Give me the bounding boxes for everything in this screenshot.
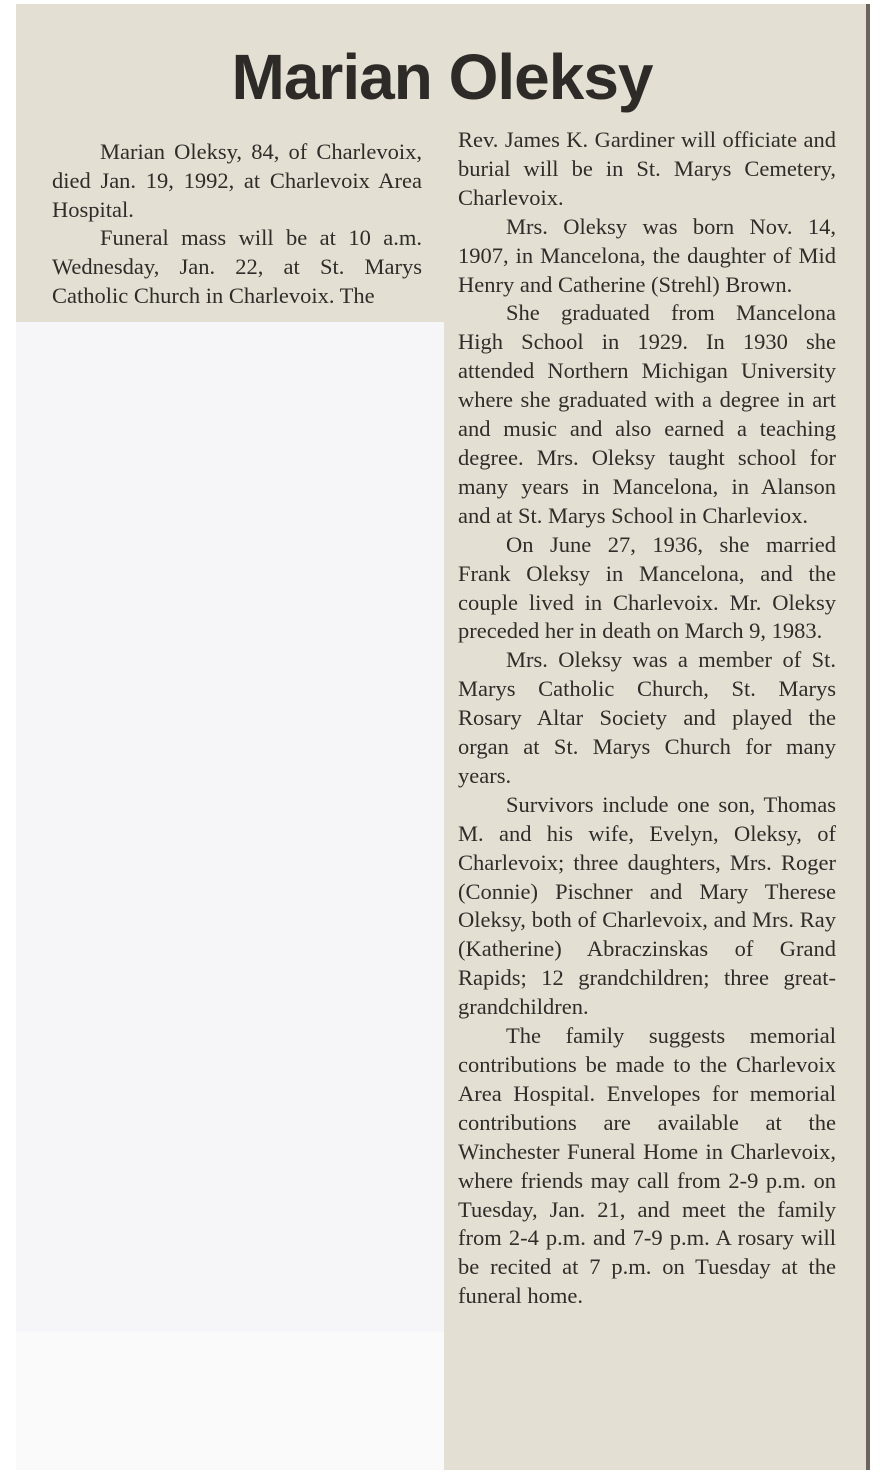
paragraph-birth: Mrs. Oleksy was born Nov. 14, 1907, in Mancelona, the daughter of Mid Henry and Catherine (Strehl) Brown.	[458, 213, 836, 297]
clipping-edge	[866, 4, 870, 1470]
paragraph-survivors: Survivors include one son, Thomas M. and his wife, Evelyn, Oleksy, of Charlevoix; three daughters, Mrs. Roger (Connie) Pischner and Mary Therese Oleksy, both of Charlevoix, and Mrs. Ray (Katherine) Abraczinskas of Grand Rapids; 12 grandchildren; three great-grandchildren.	[458, 791, 836, 1020]
paragraph-officiant: Rev. James K. Gardiner will officiate and burial will be in St. Marys Cemetery, Charlevoix.	[458, 127, 836, 210]
paragraph-death-notice: Marian Oleksy, 84, of Charlevoix, died Jan. 19, 1992, at Charlevoix Area Hospital.	[52, 139, 422, 222]
blank-paper-overlay	[16, 322, 444, 1470]
paragraph-membership: Mrs. Oleksy was a member of St. Marys Catholic Church, St. Marys Rosary Altar Society and played the organ at St. Marys Church for many years.	[458, 647, 836, 788]
obituary-headline: Marian Oleksy	[231, 41, 653, 113]
right-column	[458, 126, 836, 1311]
paragraph-memorials: The family suggests memorial contributions be made to the Charlevoix Area Hospital. Envelopes for memorial contributions are available at the Winchester Funeral Home in Charlevoix, where friends may call from 2-9 p.m. on Tuesday, Jan. 21, and meet the family from 2-4 p.m. and 7-9 p.m. A rosary will be recited at 7 p.m. on Tuesday at the funeral home.	[458, 1023, 836, 1309]
left-column	[52, 138, 422, 311]
paragraph-funeral-mass: Funeral mass will be at 10 a.m. Wednesday, Jan. 22, at St. Marys Catholic Church in Charlevoix. The	[52, 225, 422, 308]
paragraph-marriage: On June 27, 1936, she married Frank Oleksy in Mancelona, and the couple lived in Charlevoix. Mr. Oleksy preceded her in death on March 9, 1983.	[458, 531, 836, 644]
paragraph-education: She graduated from Mancelona High School in 1929. In 1930 she attended Northern Michigan University where she graduated with a degree in art and music and also earned a teaching degree. Mrs. Oleksy taught school for many years in Mancelona, in Alanson and at St. Marys School in Charleviox.	[458, 300, 836, 528]
